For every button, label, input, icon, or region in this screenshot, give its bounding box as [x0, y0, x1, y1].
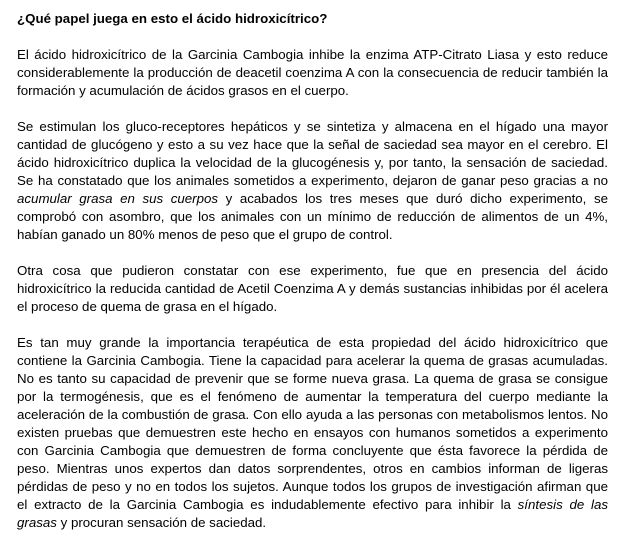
paragraph-2: [17, 118, 608, 244]
paragraph-4-text-start: Es tan muy grande la importancia terapéutica de esta propiedad del ácido hidroxicítrico que contiene la Garcinia Cambogia. Tiene la capacidad para acelerar la quema de grasas acumuladas. No es tanto su capacidad de prevenir que se forme nueva grasa. La quema de grasa se consigue por la termogénesis, que es el fenómeno de aumentar la temperatura del cuerpo mediante la aceleración de la combustión de grasa. Con ello ayuda a las personas con metabolismos lentos. No existen pruebas que demuestren este hecho en ensayos con humanos sometidos a experimento con Garcinia Cambogia que demuestren de forma concluyente que ésta favorece la pérdida de peso. Mientras unos expertos dan datos sorprendentes, otros en cambios informan de ligeras pérdidas de peso y no en todos los sujetos. Aunque todos los grupos de investigación afirman que el extracto de la Garcinia Cambogia es indudablemente efectivo para inhibir la: [17, 335, 608, 512]
paragraph-4-italic: síntesis de las grasas: [17, 497, 608, 530]
paragraph-3: Otra cosa que pudieron constatar con ese experimento, fue que en presencia del ácido hidroxicítrico la reducida cantidad de Acetil Coenzima A y demás sustancias inhibidas por él acelera el proceso de quema de grasa en el hígado.: [17, 263, 608, 314]
article: [17, 10, 608, 532]
article-heading: ¿Qué papel juega en esto el ácido hidroxicítrico?: [17, 11, 328, 26]
paragraph-4-text-end: y procuran sensación de saciedad.: [56, 515, 267, 530]
paragraph-4: [17, 334, 608, 532]
paragraph-2-text-end: y acabados los tres meses que duró dicho experimento, se comprobó con asombro, que los animales con un mínimo de reducción de alimentos de un 4%, habían ganado un 80% menos de peso que el grupo de control.: [17, 191, 608, 242]
paragraph-2-italic: acumular grasa en sus cuerpos: [17, 191, 219, 206]
paragraph-2-text-start: Se estimulan los gluco-receptores hepáticos y se sintetiza y almacena en el hígado una mayor cantidad de glucógeno y esto a su vez hace que la señal de saciedad sea mayor en el cerebro. El ácido hidroxicítrico duplica la velocidad de la glucogénesis y, por tanto, la sensación de saciedad. Se ha constatado que los animales sometidos a experimento, dejaron de ganar peso gracias a no: [17, 119, 608, 188]
paragraph-1: El ácido hidroxicítrico de la Garcinia Cambogia inhibe la enzima ATP-Citrato Liasa y esto reduce considerablemente la producción de deacetil coenzima A con la consecuencia de reducir también la formación y acumulación de ácidos grasos en el cuerpo.: [17, 47, 608, 98]
